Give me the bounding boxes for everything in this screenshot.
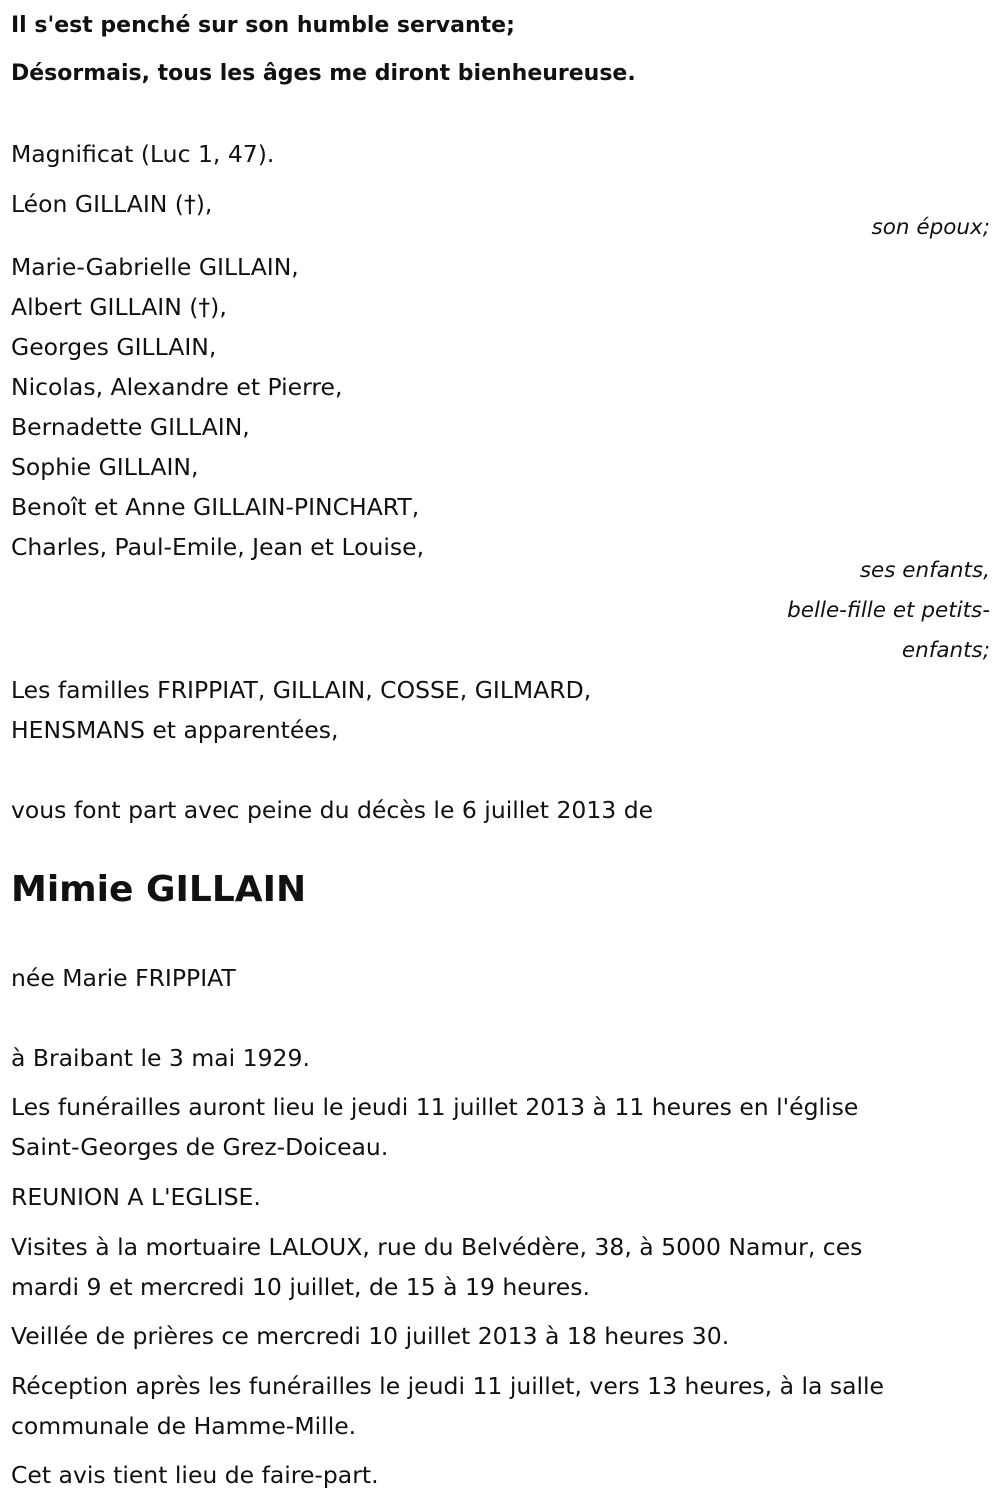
children-relation-line-3: enfants;: [901, 638, 990, 663]
funeral-line-2: Saint-Georges de Grez-Doiceau.: [11, 1133, 389, 1161]
list-item: Bernadette GILLAIN,: [11, 413, 250, 441]
spouse-relation: son époux;: [871, 215, 990, 240]
list-item: Charles, Paul-Emile, Jean et Louise,: [11, 533, 425, 561]
announcement: vous font part avec peine du décès le 6 juillet 2013 de: [11, 796, 654, 824]
reception-line-1: Réception après les funérailles le jeudi 11 juillet, vers 13 heures, à la salle: [11, 1372, 885, 1400]
visits-line-2: mardi 9 et mercredi 10 juillet, de 15 à 19 heures.: [11, 1273, 590, 1301]
closing-note: Cet avis tient lieu de faire-part.: [11, 1461, 379, 1489]
children-list: [11, 247, 424, 567]
birth-info: à Braibant le 3 mai 1929.: [11, 1044, 310, 1072]
verse-line-2: Désormais, tous les âges me diront bienheureuse.: [11, 61, 636, 86]
families-line-1: Les familles FRIPPIAT, GILLAIN, COSSE, GILMARD,: [11, 676, 592, 704]
spouse-name: Léon GILLAIN (†),: [11, 190, 213, 218]
children-relation-line-2: belle-fille et petits-: [787, 598, 990, 623]
list-item: Marie-Gabrielle GILLAIN,: [11, 253, 299, 281]
funeral-line-1: Les funérailles auront lieu le jeudi 11 juillet 2013 à 11 heures en l'église: [11, 1093, 859, 1121]
list-item: Georges GILLAIN,: [11, 333, 217, 361]
families-line-2: HENSMANS et apparentées,: [11, 716, 339, 744]
children-relation-line-1: ses enfants,: [859, 558, 990, 583]
list-item: Sophie GILLAIN,: [11, 453, 199, 481]
list-item: Albert GILLAIN (†),: [11, 293, 227, 321]
maiden-name: née Marie FRIPPIAT: [11, 964, 236, 992]
visits-line-1: Visites à la mortuaire LALOUX, rue du Belvédère, 38, à 5000 Namur, ces: [11, 1233, 863, 1261]
list-item: Benoît et Anne GILLAIN-PINCHART,: [11, 493, 420, 521]
list-item: Nicolas, Alexandre et Pierre,: [11, 373, 343, 401]
reception-line-2: communale de Hamme-Mille.: [11, 1412, 357, 1440]
meeting-info: REUNION A L'EGLISE.: [11, 1183, 261, 1211]
vigil-info: Veillée de prières ce mercredi 10 juillet 2013 à 18 heures 30.: [11, 1322, 730, 1350]
verse-reference: Magnificat (Luc 1, 47).: [11, 140, 275, 168]
deceased-name: Mimie GILLAIN: [11, 869, 307, 910]
verse-line-1: Il s'est penché sur son humble servante;: [11, 13, 515, 38]
